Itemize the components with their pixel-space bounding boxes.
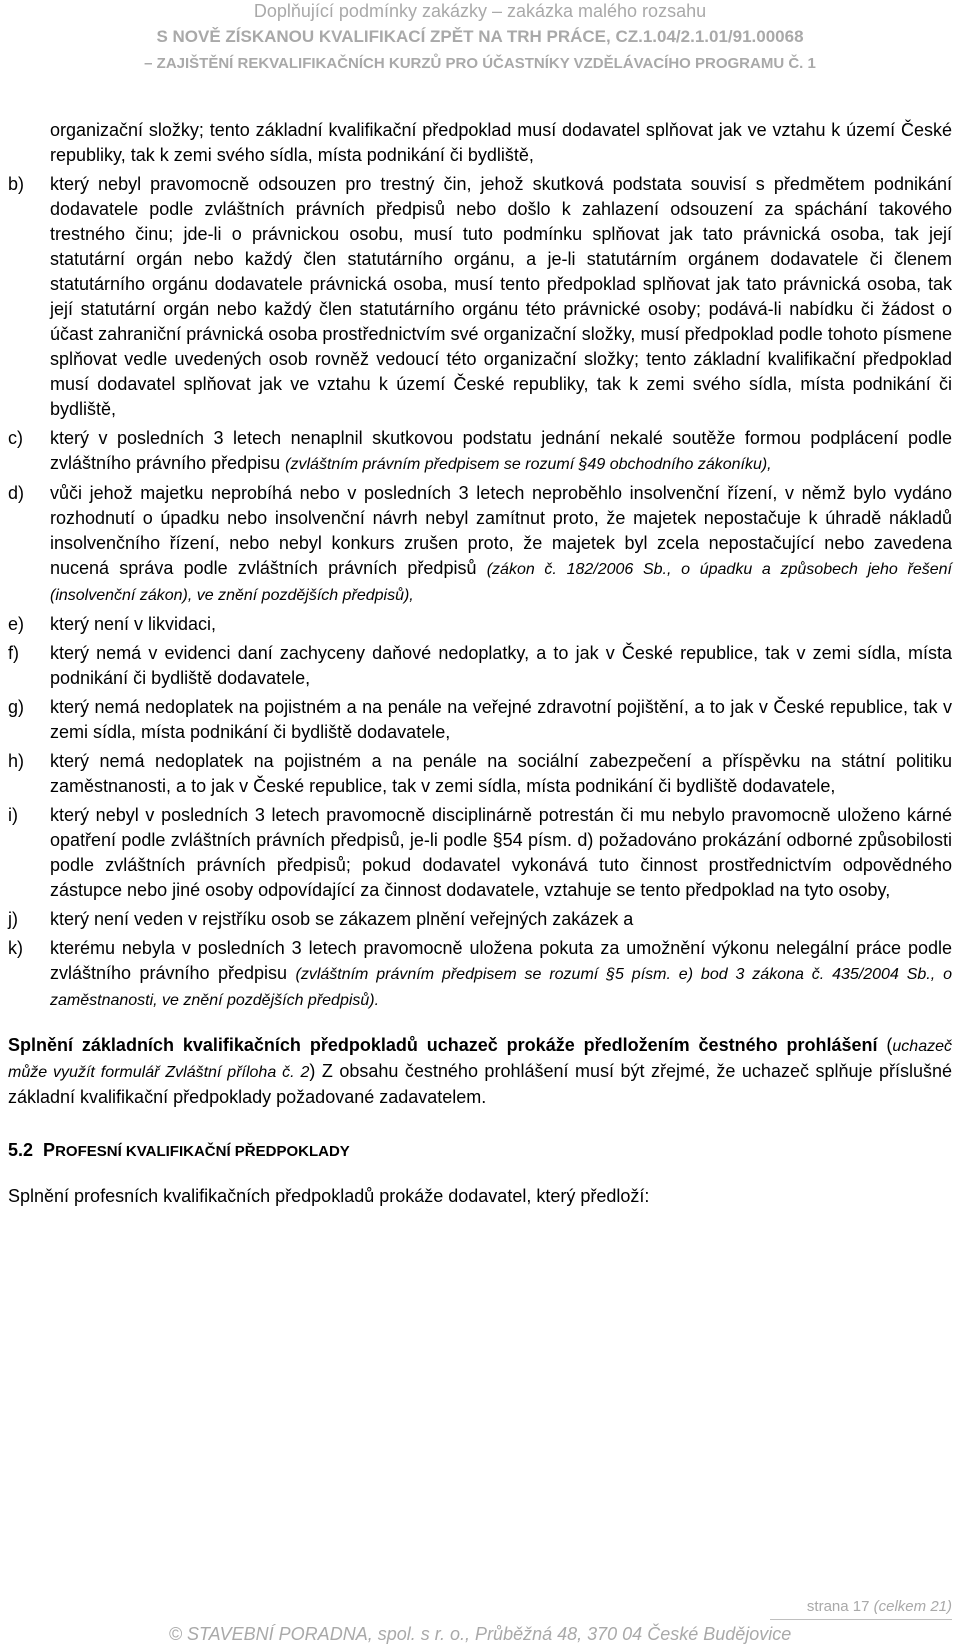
section-number: 5.2 [8,1140,34,1160]
list-item [0,803,952,903]
list-item [0,936,952,1013]
item-label: f) [8,643,19,663]
item-label: b) [8,174,25,194]
item-label: i) [8,805,18,825]
page-number-text: strana 17 [806,1598,870,1615]
section-title-initial: P [43,1140,56,1160]
page-number-total: (celkem 21) [873,1598,952,1615]
item-text [50,641,952,691]
item-text [50,749,952,799]
item-label: c) [8,428,23,448]
item-note: (zvláštním právním předpisem se rozumí §5 písm. e) bod 3 zákona č. 435/2004 Sb., o zaměstnanosti, ve znění pozdějších předpisů). [50,966,952,1009]
item-body: který v posledních 3 letech nenaplnil skutkovou podstatu jednání nekalé soutěže formou podplácení podle zvláštního právního předpisu [50,428,952,473]
item-note: (zvláštním právním předpisem se rozumí §49 obchodního zákoníku), [285,456,772,473]
list-item [0,612,952,637]
list-item [0,749,952,799]
footer-text: © STAVEBNÍ PORADNA, spol. s r. o., Průběžná 48, 370 04 České Budějovice [168,1624,792,1644]
proof-bold: Splnění základních kvalifikačních předpokladů uchazeč prokáže předložením čestného prohlášení [8,1035,878,1055]
continuation-text: organizační složky; tento základní kvalifikační předpoklad musí dodavatel splňovat jak ve vztahu k území České republiky, tak k zemi svého sídla, místa podnikání či bydliště, [50,120,952,165]
list-item [0,426,952,477]
item-body: který nemá nedoplatek na pojistném a na penále na veřejné zdravotní pojištění, a to jak v České republice, tak v zemi sídla, místa podnikání či bydliště dodavatele, [50,697,952,742]
proof-paragraph [8,1033,952,1110]
page-number [807,1598,952,1615]
item-label: d) [8,483,25,503]
proof-open: ( [877,1035,893,1055]
list-item [0,641,952,691]
item-body: který není v likvidaci, [50,614,217,634]
item-text [50,426,952,477]
list-item [0,481,952,608]
item-note: (zákon č. 182/2006 Sb., o úpadku a způsobech jeho řešení (insolvenční zákon), ve znění pozdějších předpisů), [50,561,952,604]
item-text [50,481,952,608]
footer-divider [770,1619,952,1620]
item-text [50,803,952,903]
header-subtitle: – ZAJIŠTĚNÍ REKVALIFIKAČNÍCH KURZŮ PRO ÚČASTNÍKY VZDĚLÁVACÍHO PROGRAMU Č. 1 [144,55,816,72]
item-text [50,612,952,637]
requirements-list [0,172,960,1013]
item-body: který nebyl pravomocně odsouzen pro trestný čin, jehož skutková podstata souvisí s předmětem podnikání dodavatele podle zvláštních právních předpisů nebo došlo k zahlazení odsouzení za spáchání takového trestného činu; jde-li o právnickou osobu, musí tuto podmínku splňovat jak tato právnická osoba, tak její statutární orgán nebo každý člen statutárního orgánu, a je-li statutárním orgánem dodavatele či členem statutárního orgánu dodavatele právnická osoba, musí tento předpoklad splňovat jak tato právnická osoba, tak její statutární orgán nebo každý člen statutárního orgánu této právnické osoby; podává-li nabídku či žádost o účast zahraniční právnická osoba prostřednictvím své organizační složky, musí předpoklad podle tohoto písmene splňovat vedle uvedených osob rovněž vedoucí této organizační složky; tento základní kvalifikační předpoklad musí dodavatel splňovat jak ve vztahu k území České republiky, tak k zemi svého sídla, místa podnikání či bydliště, [50,174,952,419]
proof-rest: ) Z obsahu čestného prohlášení musí být zřejmé, že uchazeč splňuje příslušné základní kvalifikační předpoklady požadované zadavatelem. [8,1061,953,1107]
item-label: e) [8,614,25,634]
item-body: který nemá v evidenci daní zachyceny daňové nedoplatky, a to jak v České republice, tak v zemi sídla, místa podnikání či bydliště dodavatele, [50,643,952,688]
list-item [0,907,952,932]
item-label: k) [8,938,23,958]
item-label: g) [8,697,25,717]
item-body: který nemá nedoplatek na pojistném a na penále na sociální zabezpečení a příspěvku na státní politiku zaměstnanosti, a to jak v České republice, tak v zemi sídla, místa podnikání či bydliště dodavatele, [50,751,952,796]
item-text [50,907,952,932]
item-body: kterému nebyla v posledních 3 letech pravomocně uložena pokuta za umožnění výkonu nelegální práce podle zvláštního právního předpisu [50,938,952,983]
item-body: který nebyl v posledních 3 letech pravomocně disciplinárně potrestán či mu nebylo pravomocně uloženo kárné opatření podle zvláštních právních předpisů, je-li podle §54 písm. d) požadováno prokázání odborné způsobilosti podle zvláštních právních předpisů; pokud dodavatel vykonává tuto činnost prostřednictvím odpovědného zástupce nebo jiné osoby odpovídající za činnost dodavatele, vztahuje se tento předpoklad na tyto osoby, [50,805,952,900]
header-project: S NOVĚ ZÍSKANOU KVALIFIKACÍ ZPĚT NA TRH PRÁCE, CZ.1.04/2.1.01/91.00068 [156,27,804,46]
item-text [50,936,952,1013]
item-label: h) [8,751,25,771]
section-title-rest: ROFESNÍ KVALIFIKAČNÍ PŘEDPOKLADY [55,1143,350,1160]
section-heading [8,1138,952,1164]
item-body: který není veden v rejstříku osob se zákazem plnění veřejných zakázek a [50,909,634,929]
item-label: j) [8,909,18,929]
document-body [0,118,960,1209]
header-title: Doplňující podmínky zakázky – zakázka malého rozsahu [253,1,707,21]
list-item [0,172,952,422]
proof-italic: uchazeč může využít formulář Zvláštní příloha č. 2 [8,1038,952,1081]
list-item [0,695,952,745]
item-text [50,172,952,422]
section-intro: Splnění profesních kvalifikačních předpokladů prokáže dodavatel, který předloží: [8,1186,650,1206]
item-body: vůči jehož majetku neprobíhá nebo v posledních 3 letech neproběhlo insolvenční řízení, v němž bylo vydáno rozhodnutí o úpadku nebo insolvenční návrh nebyl zamítnut proto, že majetek nepostačuje k úhradě nákladů insolvenčního řízení, nebo nebyl konkurs zrušen proto, že majetek byl zcela nepostačující nebo zavedena nucená správa podle zvláštních právních předpisů [50,483,952,578]
item-text [50,695,952,745]
